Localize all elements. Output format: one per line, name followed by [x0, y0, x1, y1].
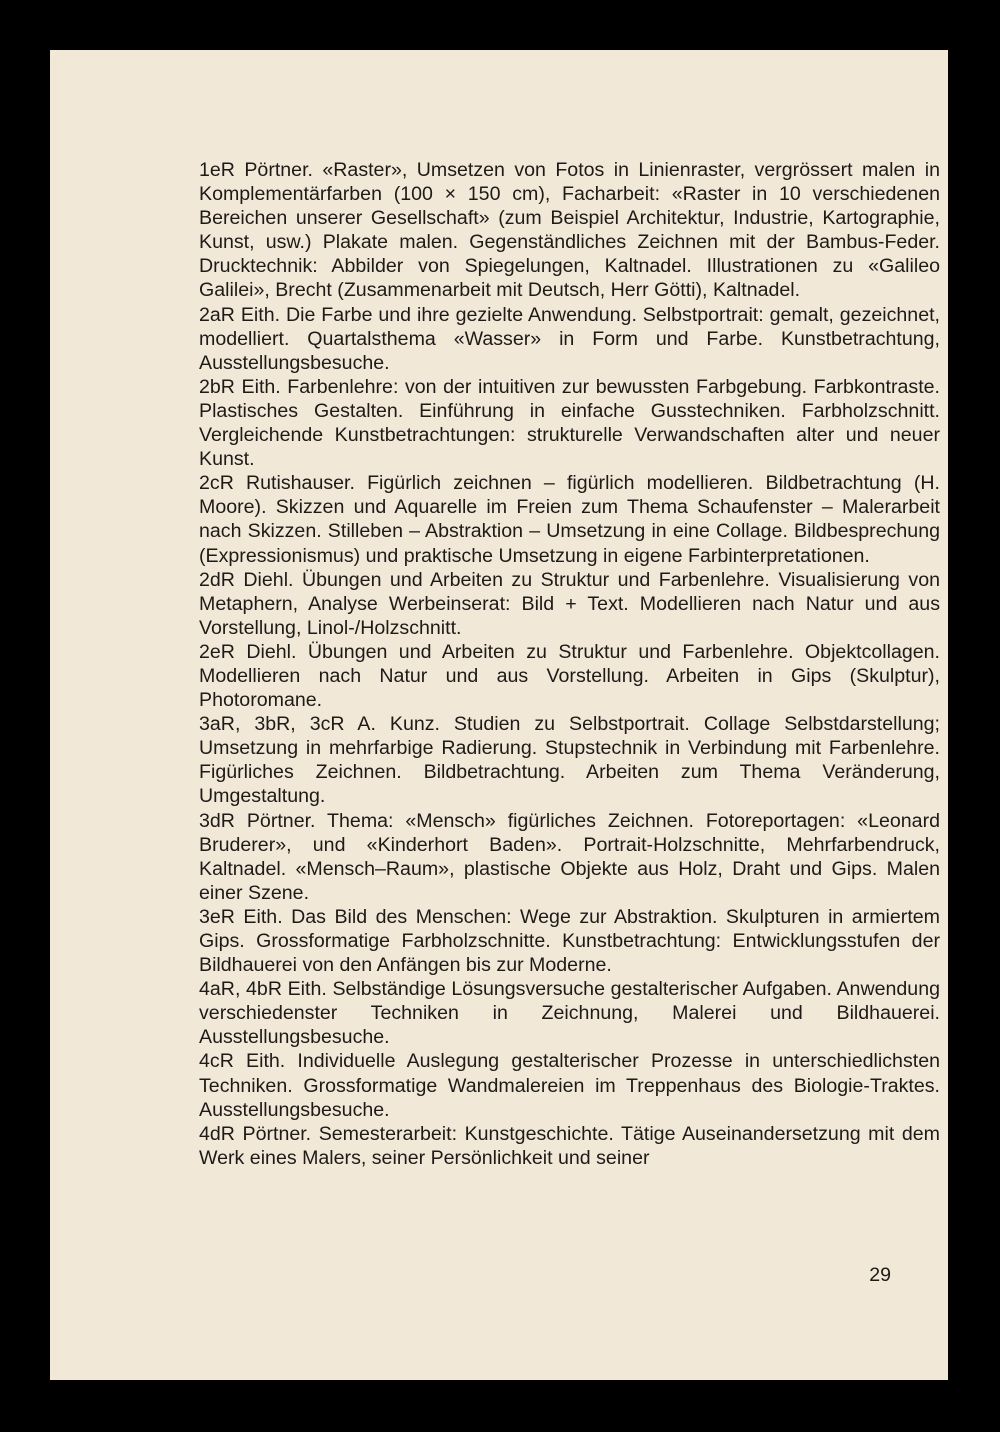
paragraph-4cr: 4cR Eith. Individuelle Auslegung gestalterischer Prozesse in unterschiedlichsten Techniken. Grossformatige Wandmalereien im Treppenhaus des Biologie-Traktes. Ausstellungsbesuche. — [199, 1050, 940, 1121]
paragraph-2dr: 2dR Diehl. Übungen und Arbeiten zu Struktur und Farbenlehre. Visualisierung von Metaphern, Analyse Werbeinserat: Bild + Text. Modellieren nach Natur und aus Vorstellung, Linol-/Holzschnitt. — [199, 568, 940, 639]
paragraph-2ar: 2aR Eith. Die Farbe und ihre gezielte Anwendung. Selbstportrait: gemalt, gezeichnet, modelliert. Quartalsthema «Wasser» in Form und Farbe. Kunstbetrachtung, Ausstellungsbesuche. — [199, 303, 940, 374]
paragraph-4ar-4br: 4aR, 4bR Eith. Selbständige Lösungsversuche gestalterischer Aufgaben. Anwendung verschiedenster Techniken in Zeichnung, Malerei und Bildhauerei. Ausstellungsbesuche. — [199, 978, 940, 1049]
page-number: 29 — [869, 1264, 891, 1286]
paragraph-2cr: 2cR Rutishauser. Figürlich zeichnen – figürlich modellieren. Bildbetrachtung (H. Moore). Skizzen und Aquarelle im Freien zum Thema Schaufenster – Malerarbeit nach Skizzen. Stilleben – Abstraktion – Umsetzung in eine Collage. Bildbesprechung (Expressionismus) und praktische Umsetzung in eigene Farbinterpretationen. — [199, 472, 940, 567]
paragraph-4dr: 4dR Pörtner. Semesterarbeit: Kunstgeschichte. Tätige Auseinandersetzung mit dem Werk eines Malers, seiner Persönlichkeit und seiner — [199, 1122, 940, 1169]
paragraph-1er: 1eR Pörtner. «Raster», Umsetzen von Fotos in Linienraster, vergrössert malen in Komplementärfarben (100 × 150 cm), Facharbeit: «Raster in 10 verschiedenen Bereichen unserer Gesellschaft» (zum Beispiel Architektur, Industrie, Kartographie, Kunst, usw.) Plakate malen. Gegenständliches Zeichnen mit der Bambus-Feder. Drucktechnik: Abbilder von Spiegelungen, Kaltnadel. Illustrationen zu «Galileo Galilei», Brecht (Zusammenarbeit mit Deutsch, Herr Götti), Kaltnadel. — [199, 159, 940, 302]
body-text — [199, 158, 940, 1170]
paragraph-2er: 2eR Diehl. Übungen und Arbeiten zu Struktur und Farbenlehre. Objektcollagen. Modellieren nach Natur und aus Vorstellung. Arbeiten in Gips (Skulptur), Photoromane. — [199, 640, 940, 712]
paragraph-3ar-3br-3cr: 3aR, 3bR, 3cR A. Kunz. Studien zu Selbstportrait. Collage Selbstdarstellung; Umsetzung in mehrfarbige Radierung. Stupstechnik in Verbindung mit Farbenlehre. Figürliches Zeichnen. Bildbetrachtung. Arbeiten zum Thema Veränderung, Umgestaltung. — [199, 713, 940, 808]
paragraph-3er: 3eR Eith. Das Bild des Menschen: Wege zur Abstraktion. Skulpturen in armiertem Gips. Grossformatige Farbholzschnitte. Kunstbetrachtung: Entwicklungsstufen der Bildhauerei von den Anfängen bis zur Moderne. — [199, 905, 940, 977]
paragraph-2br: 2bR Eith. Farbenlehre: von der intuitiven zur bewussten Farbgebung. Farbkontraste. Plastisches Gestalten. Einführung in einfache Gusstechniken. Farbholzschnitt. Vergleichende Kunstbetrachtungen: strukturelle Verwandschaften alter und neuer Kunst. — [199, 375, 940, 471]
paragraph-3dr: 3dR Pörtner. Thema: «Mensch» figürliches Zeichnen. Fotoreportagen: «Leonard Bruderer», und «Kinderhort Baden». Portrait-Holzschnitte, Mehrfarbendruck, Kaltnadel. «Mensch–Raum», plastische Objekte aus Holz, Draht und Gips. Malen einer Szene. — [199, 809, 940, 904]
document-page — [50, 50, 948, 1380]
